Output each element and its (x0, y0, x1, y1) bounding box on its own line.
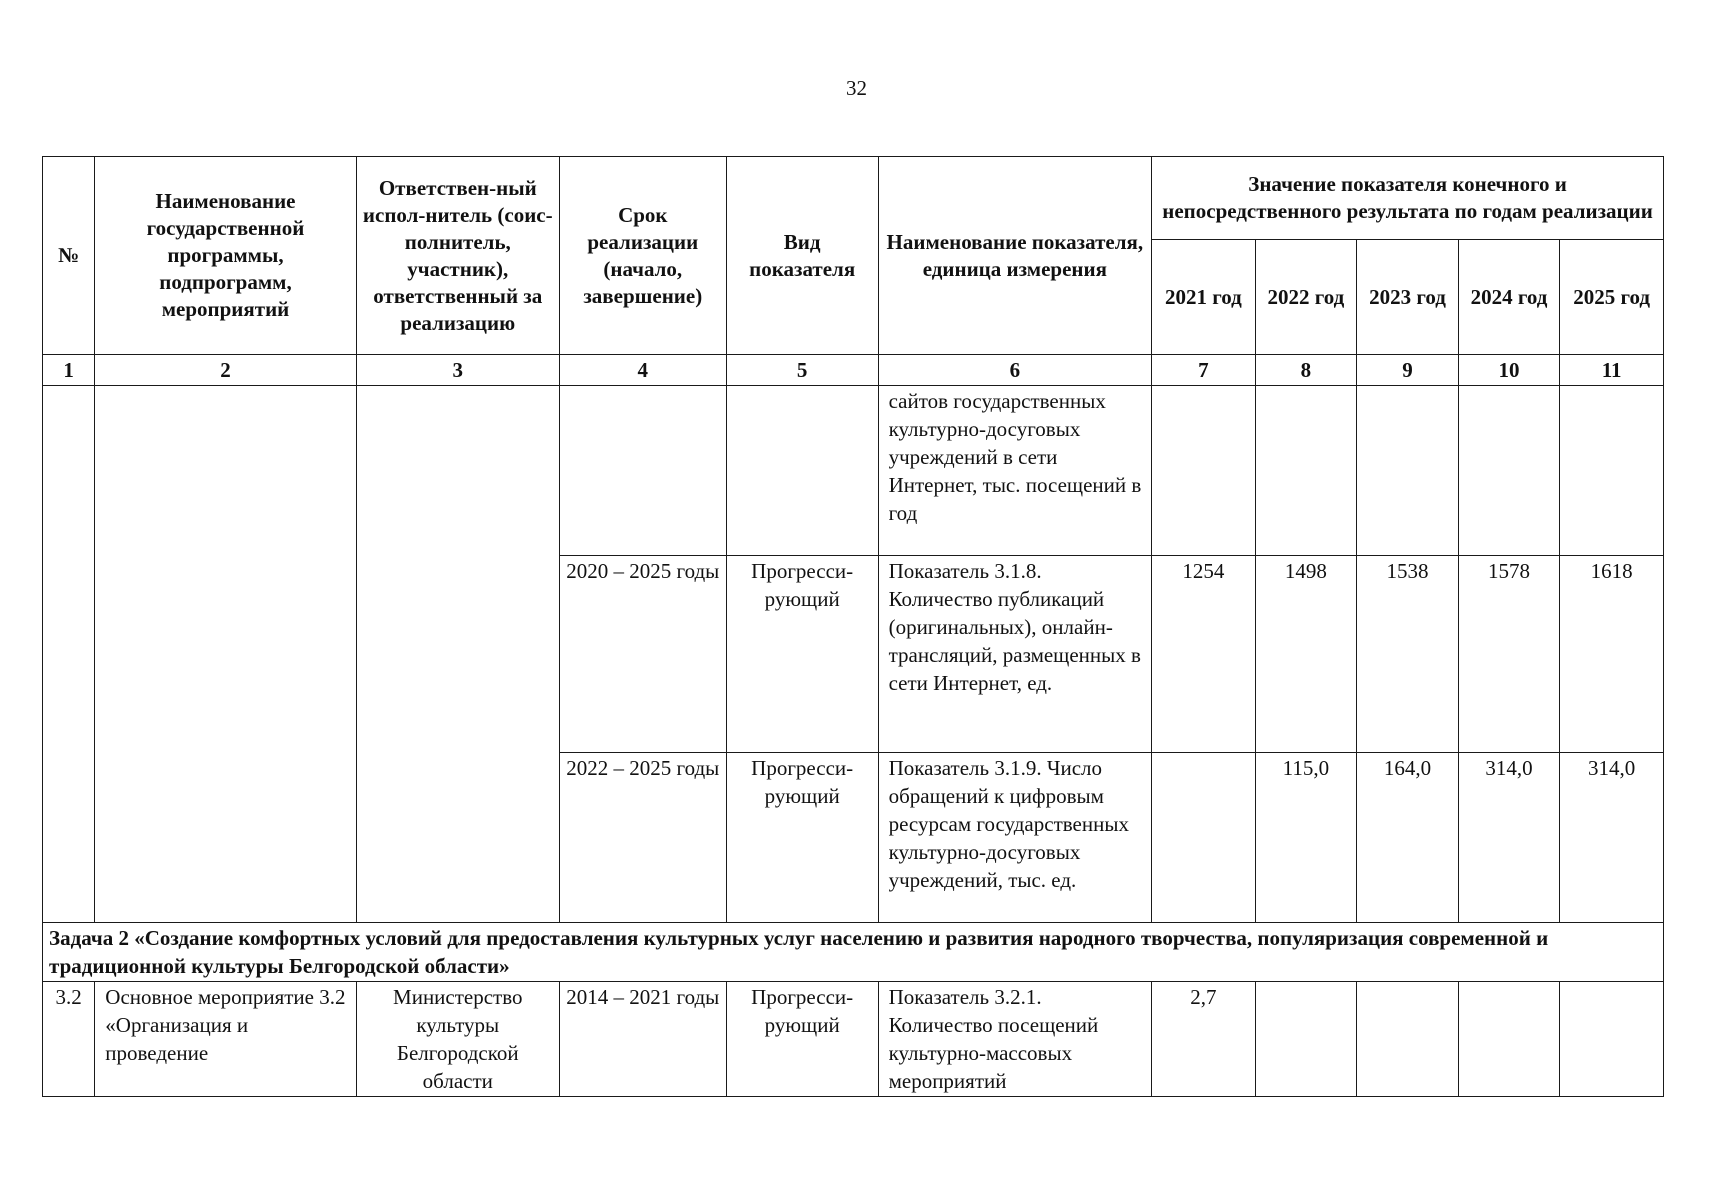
page-number: 32 (846, 76, 867, 100)
cell-value-2023 (1357, 386, 1459, 556)
cell-indicator: сайтов государственных культурно-досуговых учреждений в сети Интернет, тыс. посещений в год (878, 386, 1152, 556)
cell-value-2024 (1458, 386, 1560, 556)
task-heading: Задача 2 «Создание комфортных условий для предоставления культурных услуг населению и развития народного творчества, популяризация современной и традиционной культуры Белгородской области» (43, 923, 1664, 982)
cell-value-2023: 1538 (1357, 556, 1459, 753)
column-number: 9 (1357, 355, 1459, 386)
header-col-no: № (43, 157, 95, 355)
cell-program-merged (95, 386, 356, 923)
cell-value-2024: 314,0 (1458, 753, 1560, 923)
cell-value-2022 (1255, 982, 1357, 1097)
cell-value-2021: 1254 (1152, 556, 1256, 753)
cell-type: Прогресси-рующий (726, 982, 878, 1097)
header-col-program: Наименование государственной программы, подпрограмм, мероприятий (95, 157, 356, 355)
cell-period: 2022 – 2025 годы (559, 753, 726, 923)
cell-period (559, 386, 726, 556)
cell-value-2023: 164,0 (1357, 753, 1459, 923)
cell-value-2021 (1152, 386, 1256, 556)
cell-responsible: Министерство культуры Белгородской области (356, 982, 559, 1097)
header-col-responsible: Ответствен-ный испол-нитель (соис-полнитель, участник), ответственный за реализацию (356, 157, 559, 355)
cell-no-merged (43, 386, 95, 923)
cell-value-2022: 1498 (1255, 556, 1357, 753)
header-year-2022: 2022 год (1255, 240, 1357, 355)
task-row (43, 923, 1664, 982)
cell-indicator: Показатель 3.2.1. Количество посещений культурно-массовых мероприятий (878, 982, 1152, 1097)
cell-value-2024: 1578 (1458, 556, 1560, 753)
cell-value-2022 (1255, 386, 1357, 556)
column-number: 1 (43, 355, 95, 386)
header-year-2021: 2021 год (1152, 240, 1256, 355)
column-number: 2 (95, 355, 356, 386)
cell-value-2024 (1458, 982, 1560, 1097)
cell-value-2025: 1618 (1560, 556, 1664, 753)
column-number: 11 (1560, 355, 1664, 386)
column-number: 4 (559, 355, 726, 386)
header-values-group: Значение показателя конечного и непосредственного результата по годам реализации (1152, 157, 1664, 240)
column-number: 6 (878, 355, 1152, 386)
cell-indicator: Показатель 3.1.8. Количество публикаций (оригинальных), онлайн-трансляций, размещенных в сети Интернет, ед. (878, 556, 1152, 753)
header-year-2025: 2025 год (1560, 240, 1664, 355)
cell-type: Прогресси-рующий (726, 556, 878, 753)
cell-value-2021: 2,7 (1152, 982, 1256, 1097)
header-col-indicator: Наименование показателя, единица измерения (878, 157, 1152, 355)
indicators-table (42, 156, 1664, 1097)
table-row (43, 386, 1664, 556)
column-numbers-row (43, 355, 1664, 386)
cell-value-2025 (1560, 982, 1664, 1097)
cell-indicator: Показатель 3.1.9. Число обращений к цифровым ресурсам государственных культурно-досуговых учреждений, тыс. ед. (878, 753, 1152, 923)
header-col-period: Срок реализации (начало, завершение) (559, 157, 726, 355)
header-year-2024: 2024 год (1458, 240, 1560, 355)
cell-value-2025: 314,0 (1560, 753, 1664, 923)
header-row (43, 157, 1664, 240)
cell-period: 2014 – 2021 годы (559, 982, 726, 1097)
cell-program: Основное мероприятие 3.2 «Организация и проведение (95, 982, 356, 1097)
cell-type: Прогресси-рующий (726, 753, 878, 923)
cell-value-2021 (1152, 753, 1256, 923)
column-number: 7 (1152, 355, 1256, 386)
cell-value-2022: 115,0 (1255, 753, 1357, 923)
table-row (43, 982, 1664, 1097)
cell-value-2023 (1357, 982, 1459, 1097)
column-number: 3 (356, 355, 559, 386)
column-number: 8 (1255, 355, 1357, 386)
cell-period: 2020 – 2025 годы (559, 556, 726, 753)
cell-responsible-merged (356, 386, 559, 923)
cell-value-2025 (1560, 386, 1664, 556)
column-number: 10 (1458, 355, 1560, 386)
cell-type (726, 386, 878, 556)
cell-no: 3.2 (43, 982, 95, 1097)
header-year-2023: 2023 год (1357, 240, 1459, 355)
column-number: 5 (726, 355, 878, 386)
header-col-type: Вид показателя (726, 157, 878, 355)
